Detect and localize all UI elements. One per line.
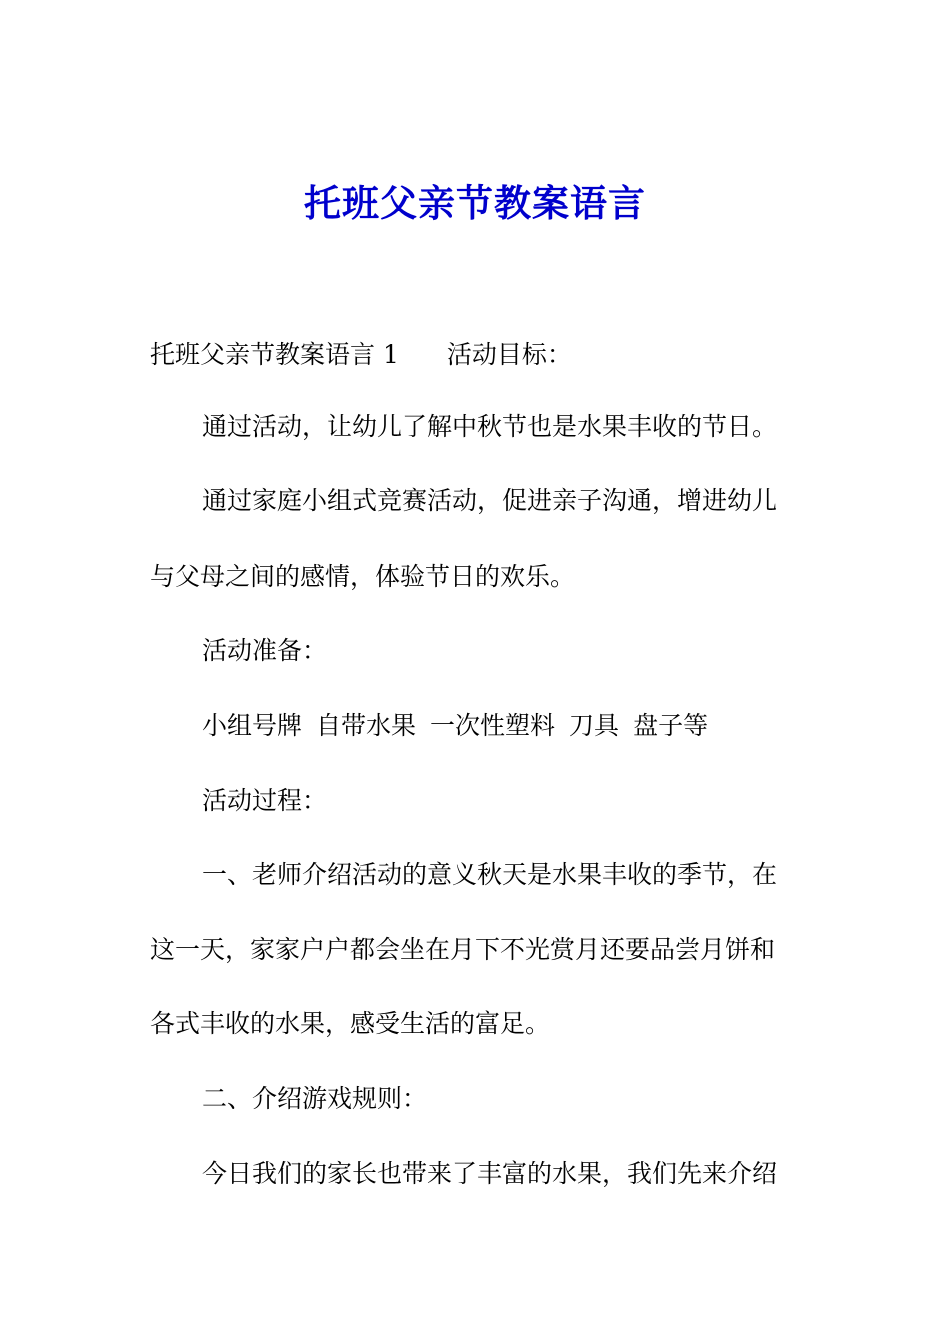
material-item: 盘子等 — [633, 711, 709, 740]
material-item: 小组号牌 — [202, 711, 303, 740]
section-goal-label: 活动目标： — [446, 340, 572, 369]
material-item: 刀具 — [569, 711, 620, 740]
heading-line — [150, 337, 800, 373]
material-item: 一次性塑料 — [430, 711, 556, 740]
lesson-label: 托班父亲节教案语言 1 — [150, 340, 399, 369]
document-title: 托班父亲节教案语言 — [304, 181, 646, 225]
material-item: 自带水果 — [316, 711, 417, 740]
section-rules-label: 二、介绍游戏规则： — [202, 1084, 428, 1113]
section-process-label: 活动过程： — [202, 786, 328, 815]
paragraph-line: 通过活动，让幼儿了解中秋节也是水果丰收的节日。 — [202, 412, 778, 441]
paragraph-line: 今日我们的家长也带来了丰富的水果，我们先来介绍 — [202, 1159, 778, 1188]
paragraph-line: 这一天，家家户户都会坐在月下不光赏月还要品尝月饼和 — [150, 935, 776, 964]
paragraph-line: 与父母之间的感情，体验节日的欢乐。 — [150, 562, 576, 591]
section-prep-label: 活动准备： — [202, 636, 328, 665]
paragraph-line: 一、老师介绍活动的意义秋天是水果丰收的季节，在 — [202, 860, 778, 889]
paragraph-line: 各式丰收的水果，感受生活的富足。 — [150, 1009, 551, 1038]
paragraph-line: 通过家庭小组式竞赛活动，促进亲子沟通，增进幼儿 — [202, 486, 778, 515]
materials-line — [202, 708, 852, 744]
